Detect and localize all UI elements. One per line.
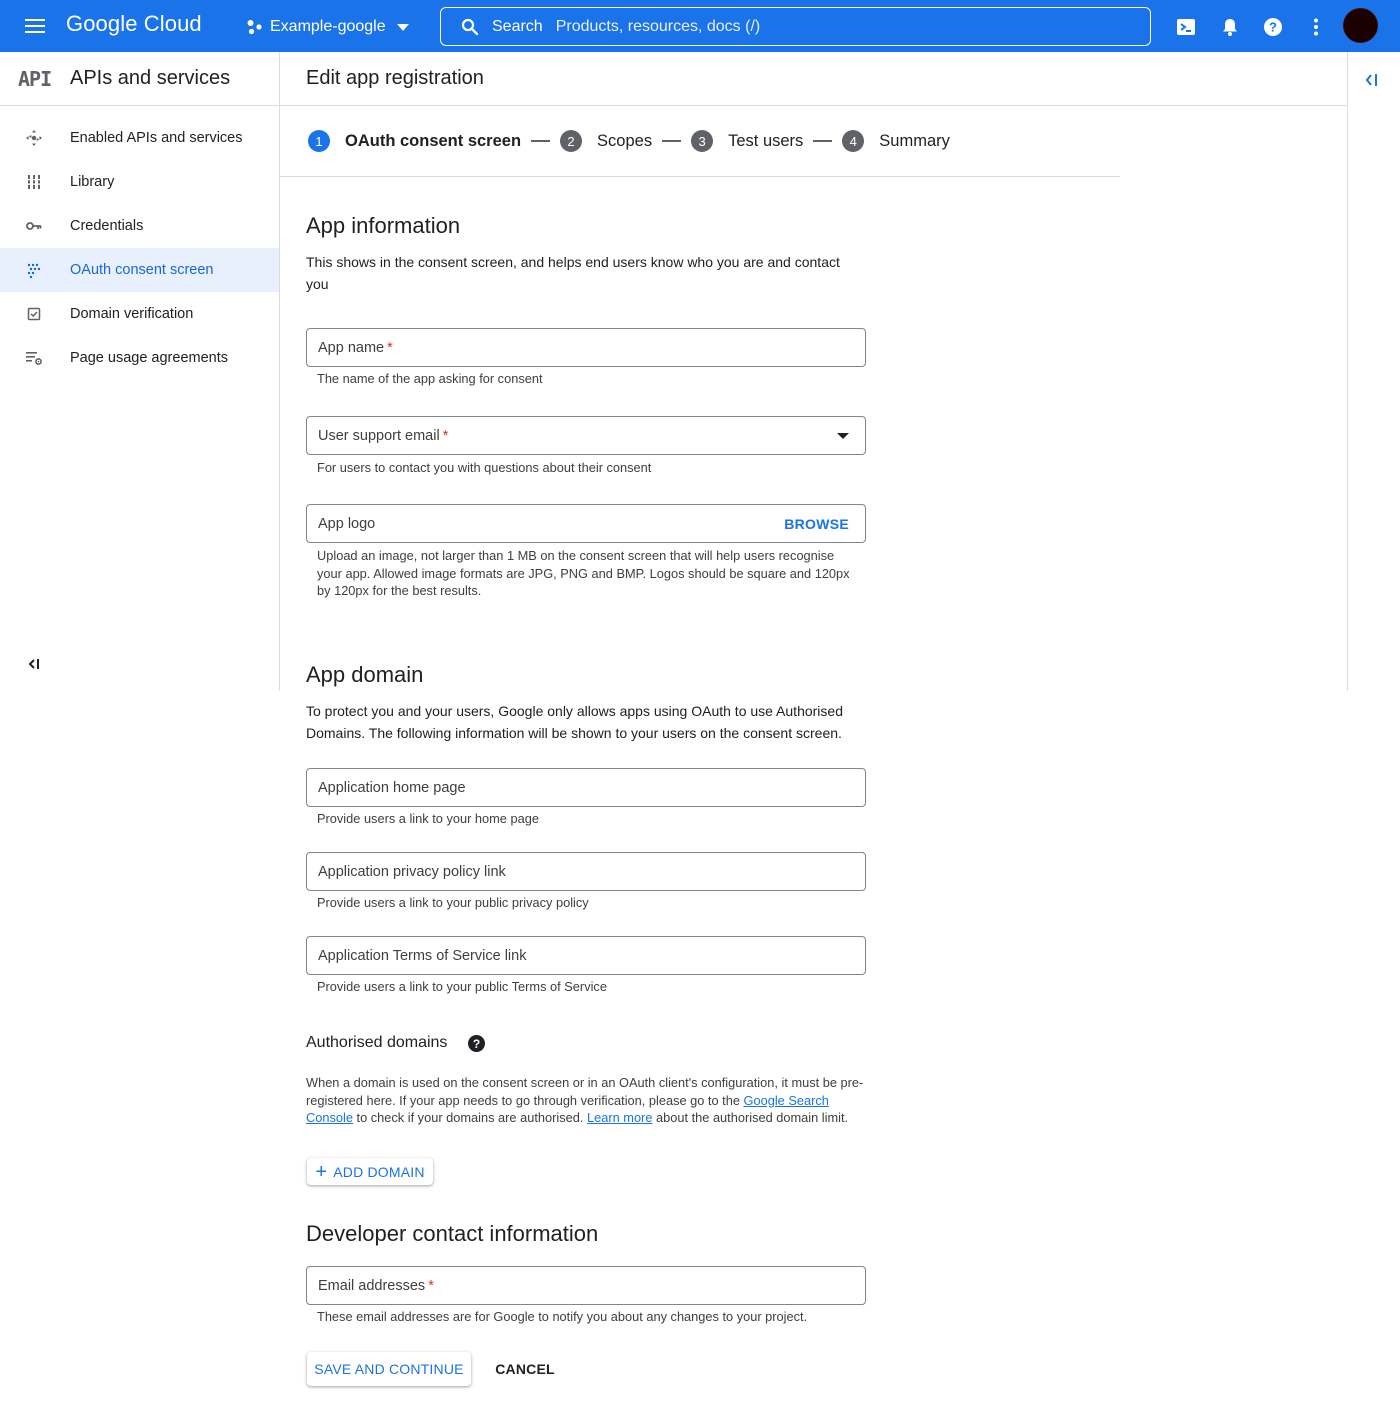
step-label: OAuth consent screen	[345, 131, 522, 150]
app-information-description: This shows in the consent screen, and helps end users know who you are and contact you	[306, 254, 840, 292]
step-divider	[531, 140, 550, 142]
sidebar-item-enabled-apis[interactable]	[0, 116, 279, 160]
cancel-button[interactable]: CANCEL	[495, 1361, 555, 1377]
user-support-email-hint: For users to contact you with questions about their consent	[317, 460, 652, 475]
application-home-page-hint: Provide users a link to your home page	[317, 811, 539, 826]
search-placeholder: Products, resources, docs (/)	[555, 17, 761, 35]
step-label: Test users	[728, 131, 804, 150]
sidebar	[0, 52, 280, 691]
google-search-console-link[interactable]: Google Search Console	[306, 1092, 829, 1125]
sidebar-item-label: Domain verification	[70, 306, 194, 322]
sidebar-item-library[interactable]	[0, 160, 279, 204]
step-test-users[interactable]	[691, 130, 803, 152]
svg-text:?: ?	[1269, 19, 1277, 35]
step-label: Summary	[879, 131, 950, 150]
checkbox-icon	[25, 305, 43, 323]
sidebar-item-credentials[interactable]	[0, 204, 279, 248]
privacy-policy-field[interactable]	[306, 852, 866, 891]
library-icon	[25, 173, 43, 191]
application-home-page-label: Application home page	[318, 779, 466, 796]
save-and-continue-button[interactable]: SAVE AND CONTINUE	[307, 1352, 471, 1386]
chevron-down-icon	[397, 24, 409, 31]
app-domain-heading: App domain	[306, 662, 424, 687]
right-panel-divider	[1347, 52, 1348, 691]
avatar[interactable]	[1343, 8, 1378, 43]
more-vert-icon[interactable]	[1305, 16, 1327, 38]
user-support-email-label: User support email *	[318, 427, 449, 444]
browse-button[interactable]: BROWSE	[784, 515, 849, 532]
app-name-field[interactable]	[306, 328, 866, 367]
help-icon[interactable]	[1262, 16, 1284, 38]
sidebar-item-label: Library	[70, 174, 115, 190]
developer-contact-heading: Developer contact information	[306, 1221, 599, 1246]
required-asterisk: *	[428, 1277, 434, 1294]
email-addresses-label: Email addresses *	[318, 1277, 434, 1294]
step-label: Scopes	[597, 131, 653, 150]
authorised-domains-description: When a domain is used on the consent screen or in an OAuth client's configuration, it must be pre-registered here. If your app needs to go through verification, please go to the Google Search Console to check if your domains are authorised. Learn more about the authorised domain limit.	[306, 1075, 864, 1125]
enabled-apis-icon	[25, 129, 43, 147]
project-picker[interactable]	[246, 15, 409, 39]
step-number: 4	[842, 130, 864, 152]
app-domain-description: To protect you and your users, Google only allows apps using OAuth to use Authorised Domains. The following information will be shown to your users on the consent screen.	[306, 703, 843, 741]
app-logo-label: App logo	[318, 515, 376, 532]
api-logo: API	[18, 66, 52, 91]
terms-of-service-hint: Provide users a link to your public Terms of Service	[317, 979, 607, 994]
terms-of-service-field[interactable]	[306, 936, 866, 975]
sidebar-item-label: Enabled APIs and services	[70, 130, 243, 146]
collapse-panel-icon[interactable]	[1362, 70, 1382, 90]
privacy-policy-hint: Provide users a link to your public privacy policy	[317, 895, 589, 910]
add-domain-button[interactable]	[307, 1158, 433, 1185]
sidebar-item-domain-verification[interactable]	[0, 292, 279, 336]
required-asterisk: *	[387, 339, 393, 356]
page-header	[280, 52, 1347, 106]
privacy-policy-label: Application privacy policy link	[318, 863, 506, 880]
email-addresses-field[interactable]	[306, 1266, 866, 1305]
authorised-domains-heading: Authorised domains	[306, 1034, 448, 1051]
terms-of-service-label: Application Terms of Service link	[318, 947, 527, 964]
search-input[interactable]	[440, 7, 1151, 46]
required-asterisk: *	[442, 427, 449, 444]
step-number: 1	[308, 130, 330, 152]
main-content	[280, 52, 1347, 150]
sidebar-item-label: OAuth consent screen	[70, 262, 214, 278]
top-app-bar	[0, 0, 1400, 52]
app-logo-hint: Upload an image, not larger than 1 MB on the consent screen that will help users recognise your app. Allowed image formats are JPG, PNG and BMP. Logos should be square and 120px by 120px for the best results.	[317, 548, 850, 598]
search-icon	[461, 18, 479, 36]
sidebar-item-page-usage-agreements[interactable]	[0, 336, 279, 380]
step-summary[interactable]	[842, 130, 950, 152]
sidebar-nav	[0, 116, 279, 380]
sidebar-header	[0, 52, 279, 106]
cloud-shell-icon[interactable]	[1175, 16, 1197, 38]
sidebar-title: APIs and services	[70, 67, 231, 89]
oauth-icon	[25, 261, 43, 279]
step-oauth-consent-screen[interactable]	[308, 130, 521, 152]
step-number: 2	[560, 130, 582, 152]
user-support-email-select[interactable]	[306, 416, 866, 455]
page-title: Edit app registration	[306, 67, 484, 89]
project-icon	[246, 18, 264, 36]
key-icon	[25, 217, 43, 235]
project-name: Example-google	[270, 18, 386, 35]
dropdown-arrow-icon	[837, 433, 849, 439]
add-domain-label: ADD DOMAIN	[333, 1163, 425, 1180]
menu-icon[interactable]	[22, 14, 48, 38]
collapse-sidebar-icon[interactable]	[26, 655, 44, 673]
learn-more-link[interactable]: Learn more	[587, 1110, 653, 1125]
sidebar-item-oauth-consent-screen[interactable]	[0, 248, 279, 292]
email-addresses-hint: These email addresses are for Google to notify you about any changes to your project.	[317, 1309, 808, 1324]
app-name-label: App name *	[318, 339, 393, 356]
settings-list-icon	[25, 349, 43, 367]
help-icon[interactable]: ?	[468, 1035, 485, 1052]
step-divider	[662, 140, 681, 142]
sidebar-item-label: Credentials	[70, 218, 144, 234]
google-cloud-logo[interactable]: Google Cloud	[66, 11, 202, 36]
app-information-heading: App information	[306, 213, 461, 238]
plus-icon: +	[315, 1160, 328, 1183]
sidebar-item-label: Page usage agreements	[70, 350, 228, 366]
application-home-page-field[interactable]	[306, 768, 866, 807]
step-divider	[813, 140, 832, 142]
bell-icon[interactable]	[1219, 16, 1241, 38]
search-label: Search	[492, 17, 543, 35]
stepper	[280, 106, 1120, 177]
app-name-hint: The name of the app asking for consent	[317, 371, 543, 386]
step-scopes[interactable]	[560, 130, 652, 152]
step-number: 3	[691, 130, 713, 152]
app-logo-field[interactable]	[306, 504, 866, 543]
